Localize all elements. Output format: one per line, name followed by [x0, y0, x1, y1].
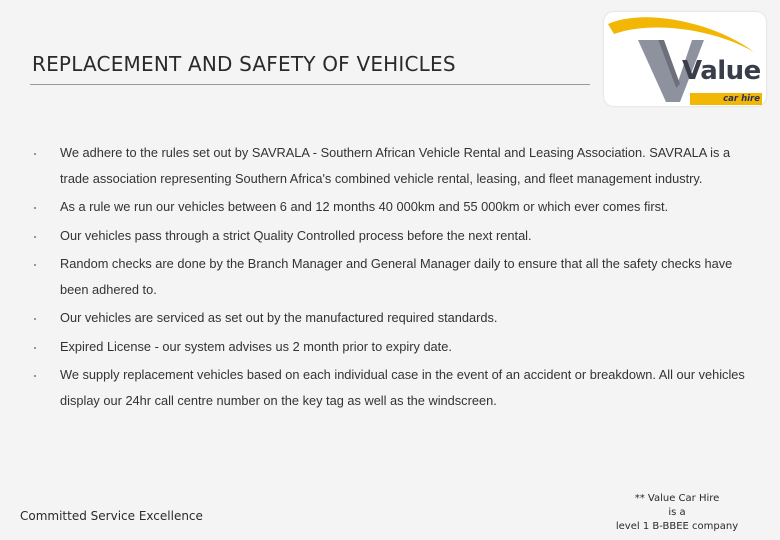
- logo-swoosh-icon: [608, 17, 754, 52]
- bullet-icon: [34, 318, 36, 320]
- logo-tagline: car hire: [690, 93, 762, 105]
- list-item: [0, 194, 780, 220]
- footer-tagline: Committed Service Excellence: [20, 509, 203, 523]
- title-divider: [30, 84, 590, 85]
- bullet-icon: [34, 153, 36, 155]
- value-car-hire-logo: [604, 12, 766, 106]
- list-item: [0, 251, 780, 302]
- footer-bbee-note: [606, 492, 748, 534]
- bullet-icon: [34, 375, 36, 377]
- list-item: [0, 334, 780, 360]
- bullet-list: [0, 140, 780, 416]
- list-item: [0, 140, 780, 191]
- bullet-icon: [34, 264, 36, 266]
- bullet-text: Expired License - our system advises us 2 month prior to expiry date.: [60, 338, 452, 354]
- bullet-text: We adhere to the rules set out by SAVRALA - Southern African Vehicle Rental and Leasing Association. SAVRALA is a trade association representing Southern Africa's combined vehicle rental, leasing, and fleet management industry.: [60, 145, 731, 186]
- list-item: [0, 362, 780, 413]
- bullet-text: Random checks are done by the Branch Manager and General Manager daily to ensure that all the safety checks have been adhered to.: [60, 256, 733, 297]
- bullet-text: Our vehicles pass through a strict Quality Controlled process before the next rental.: [60, 227, 532, 243]
- bullet-icon: [34, 236, 36, 238]
- footer-line: is a: [668, 507, 686, 518]
- bullet-text: We supply replacement vehicles based on each individual case in the event of an accident or breakdown. All our vehicles display our 24hr call centre number on the key tag as well as the windscreen.: [60, 367, 745, 408]
- bullet-icon: [34, 207, 36, 209]
- footer-line: level 1 B-BBEE company: [615, 521, 739, 532]
- bullet-icon: [34, 347, 36, 349]
- list-item: [0, 223, 780, 249]
- logo-wordmark: Value: [682, 56, 761, 86]
- list-item: [0, 305, 780, 331]
- bullet-text: As a rule we run our vehicles between 6 and 12 months 40 000km and 55 000km or which ever comes first.: [60, 199, 669, 214]
- page-title: REPLACEMENT AND SAFETY OF VEHICLES: [32, 52, 456, 76]
- bullet-text: Our vehicles are serviced as set out by the manufactured required standards.: [60, 310, 498, 325]
- footer-line: ** Value Car Hire: [634, 493, 720, 504]
